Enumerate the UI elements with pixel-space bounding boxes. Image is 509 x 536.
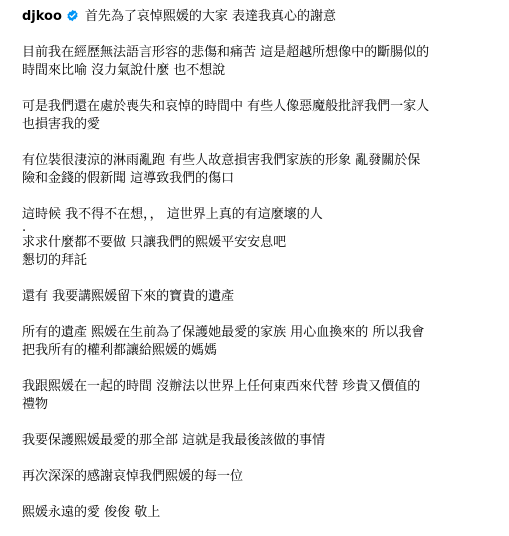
- spacer: [22, 486, 499, 504]
- spacer: [22, 80, 499, 98]
- caption-text-line: 禮物: [22, 397, 49, 412]
- caption-text-line: 再次深深的感謝哀悼我們熙媛的每一位: [22, 469, 244, 484]
- caption-text-line: 時間來比喻 沒力氣說什麼 也不想說: [22, 63, 226, 78]
- spacer: [22, 450, 499, 468]
- spacer: [22, 306, 499, 324]
- caption-dot-line: .: [22, 220, 27, 235]
- verified-badge-icon: [66, 9, 79, 22]
- spacer: [22, 134, 499, 152]
- caption-text-line: 我跟熙媛在一起的時間 沒辦法以世界上任何東西來代替 珍貴又價值的: [22, 379, 421, 394]
- spacer: [22, 188, 499, 206]
- caption-text-line: 所有的遺產 熙媛在生前為了保護她最愛的家族 用心血換來的 所以我會: [22, 325, 425, 340]
- caption-first-line: [22, 8, 499, 26]
- spacer: [22, 26, 499, 44]
- caption-text-line: 求求什麼都不要做 只讓我們的熙媛平安安息吧: [22, 235, 287, 250]
- spacer: [22, 360, 499, 378]
- caption-text-line: 險和金錢的假新聞 這導致我們的傷口: [22, 171, 235, 186]
- caption-text-line: 有位裝很淒涼的淋雨亂跑 有些人故意損害我們家族的形象 亂發關於保: [22, 153, 421, 168]
- caption-text-line: 還有 我要講熙媛留下來的寶貴的遺產: [22, 289, 235, 304]
- caption-text-line: 也損害我的愛: [22, 117, 101, 132]
- caption-text-line: 可是我們還在處於喪失和哀悼的時間中 有些人像惡魔般批評我們一家人: [22, 99, 430, 114]
- caption-text-line: 我要保護熙媛最愛的那全部 這就是我最後該做的事情: [22, 433, 326, 448]
- caption-text-line: 首先為了哀悼熙媛的大家 表達我真心的謝意: [84, 9, 337, 24]
- spacer: [22, 270, 499, 288]
- caption-text-line: 熙媛永遠的愛 俊俊 敬上: [22, 505, 161, 520]
- spacer: [22, 414, 499, 432]
- caption-text-line: 這時候 我不得不在想，， 這世界上真的有這麼壞的人: [22, 207, 323, 222]
- caption-text-line: 懇切的拜託: [22, 253, 88, 268]
- caption-text-line: 目前我在經歷無法語言形容的悲傷和痛苦 這是超越所想像中的斷腸似的: [22, 45, 430, 60]
- caption-text-line: 把我所有的權利都讓給熙媛的媽媽: [22, 343, 218, 358]
- username-link[interactable]: djkoo: [22, 9, 62, 24]
